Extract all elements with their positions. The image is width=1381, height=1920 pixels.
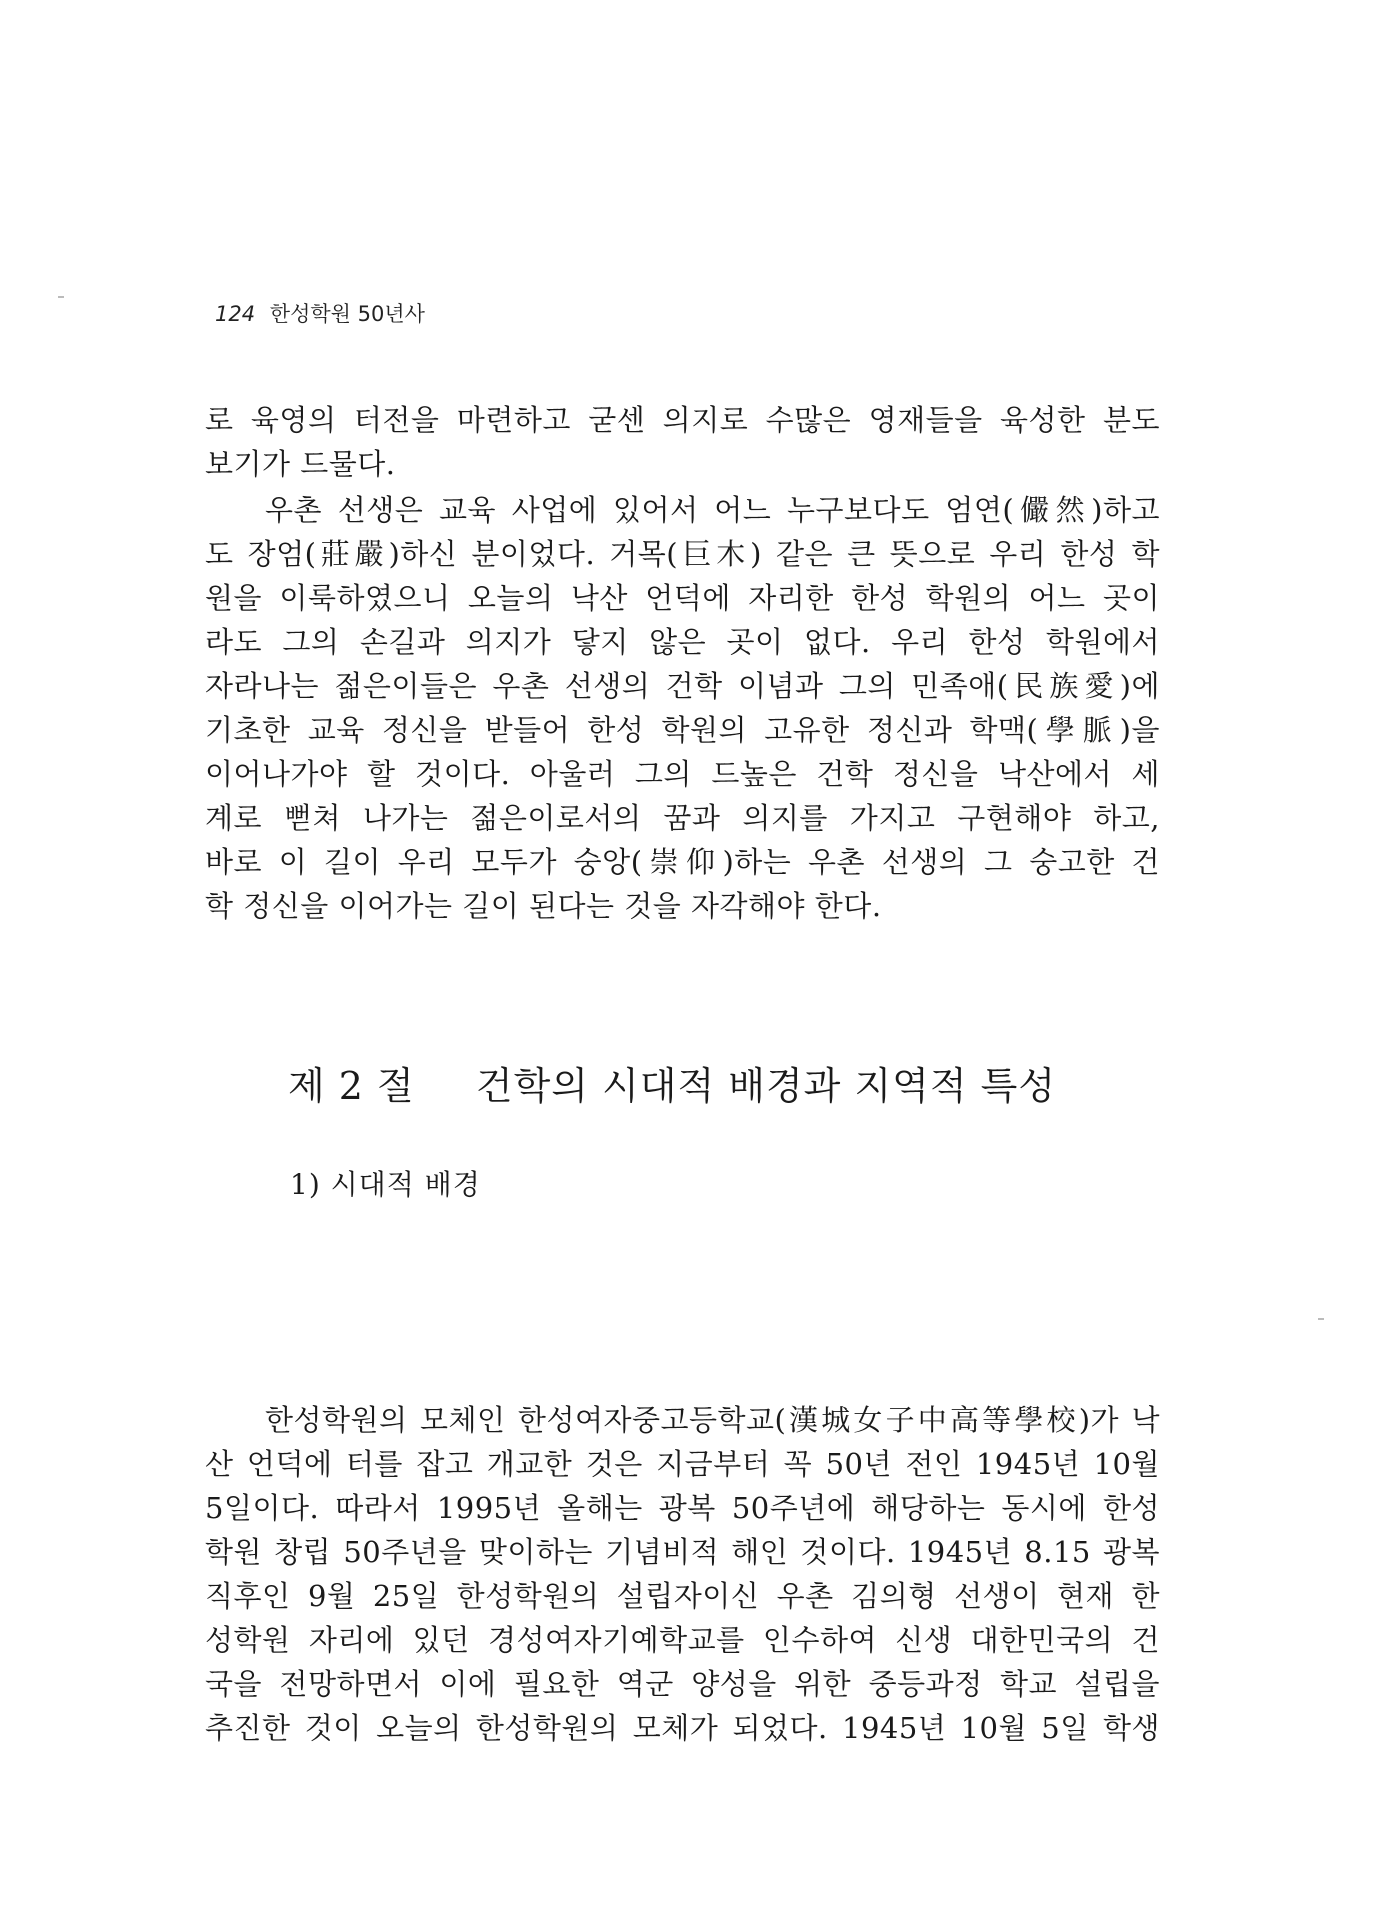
section-title: 건학의 시대적 배경과 지역적 특성 xyxy=(475,1064,1057,1108)
text-line: 5일이다. 따라서 1995년 올해는 광복 50주년에 해당하는 동시에 한성 xyxy=(205,1491,1160,1525)
page-number: 124 xyxy=(215,302,256,326)
text-line: 산 언덕에 터를 잡고 개교한 것은 지금부터 꼭 50년 전인 1945년 10월 xyxy=(205,1447,1160,1481)
text-line: 우촌 선생은 교육 사업에 있어서 어느 누구보다도 엄연(儼然)하고 xyxy=(265,493,1160,527)
scan-edge-mark xyxy=(1318,1318,1324,1320)
text-line: 추진한 것이 오늘의 한성학원의 모체가 되었다. 1945년 10월 5일 학생 xyxy=(205,1711,1160,1745)
book-title: 한성학원 50년사 xyxy=(269,302,425,326)
text-line: 원을 이룩하였으니 오늘의 낙산 언덕에 자리한 한성 학원의 어느 곳이 xyxy=(205,581,1160,615)
section-number: 제 2 절 xyxy=(288,1064,415,1108)
paragraph-founder-spirit xyxy=(205,488,1160,928)
paragraph-continuation xyxy=(205,398,1160,486)
text-line: 계로 뻗쳐 나가는 젊은이로서의 꿈과 의지를 가지고 구현해야 하고, xyxy=(205,801,1160,835)
text-line: 학 정신을 이어가는 길이 된다는 것을 자각해야 한다. xyxy=(205,889,882,923)
text-line: 도 장엄(莊嚴)하신 분이었다. 거목(巨木) 같은 큰 뜻으로 우리 한성 학 xyxy=(205,537,1160,571)
text-line: 보기가 드물다. xyxy=(205,447,396,481)
subsection-heading: 1) 시대적 배경 xyxy=(290,1168,481,1201)
text-line: 한성학원의 모체인 한성여자중고등학교(漢城女子中高等學校)가 낙 xyxy=(265,1403,1160,1437)
text-line: 바로 이 길이 우리 모두가 숭앙(崇仰)하는 우촌 선생의 그 숭고한 건 xyxy=(205,845,1160,879)
text-line: 국을 전망하면서 이에 필요한 역군 양성을 위한 중등과정 학교 설립을 xyxy=(205,1667,1160,1701)
text-line: 직후인 9월 25일 한성학원의 설립자이신 우촌 김의형 선생이 현재 한 xyxy=(205,1579,1160,1613)
text-line: 학원 창립 50주년을 맞이하는 기념비적 해인 것이다. 1945년 8.15 광복 xyxy=(205,1535,1160,1569)
text-line: 기초한 교육 정신을 받들어 한성 학원의 고유한 정신과 학맥(學脈)을 xyxy=(205,713,1160,747)
text-line: 자라나는 젊은이들은 우촌 선생의 건학 이념과 그의 민족애(民族愛)에 xyxy=(205,669,1160,703)
section-heading xyxy=(288,1055,1056,1110)
paragraph-historical-background xyxy=(205,1398,1160,1750)
text-line: 성학원 자리에 있던 경성여자기예학교를 인수하여 신생 대한민국의 건 xyxy=(205,1623,1160,1657)
text-line: 라도 그의 손길과 의지가 닿지 않은 곳이 없다. 우리 한성 학원에서 xyxy=(205,625,1160,659)
text-line: 이어나가야 할 것이다. 아울러 그의 드높은 건학 정신을 낙산에서 세 xyxy=(205,757,1160,791)
text-line: 로 육영의 터전을 마련하고 굳센 의지로 수많은 영재들을 육성한 분도 xyxy=(205,403,1160,437)
scan-edge-mark xyxy=(58,296,64,298)
running-head xyxy=(215,298,425,328)
